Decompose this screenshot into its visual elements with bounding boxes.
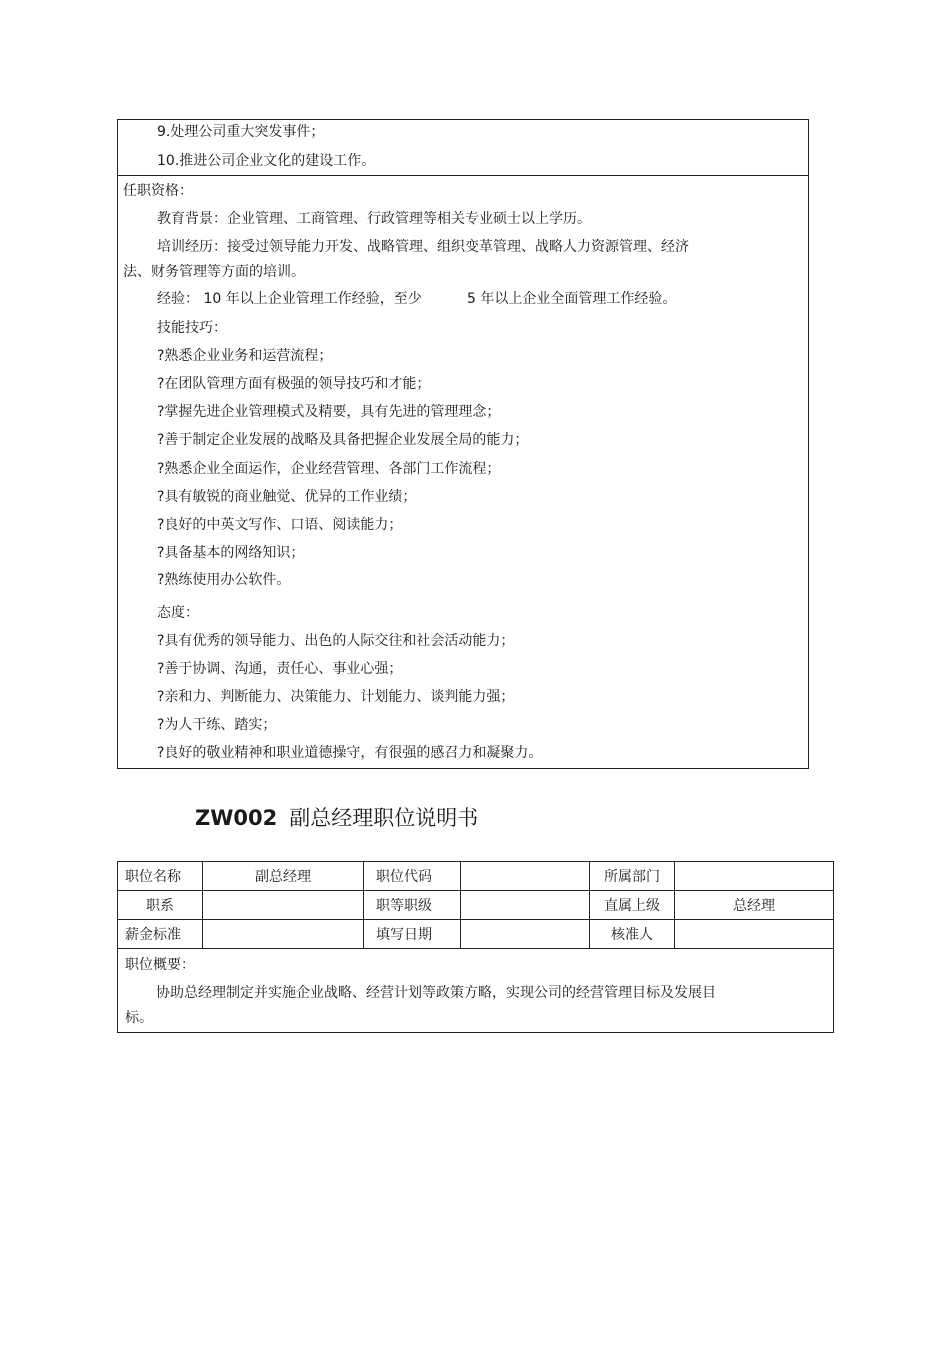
- summary-text: 协助总经理制定并实施企业战略、经营计划等政策方略，实现公司的经营管理目标及发展目: [156, 985, 716, 1001]
- value-position-code: [461, 862, 590, 891]
- attitude-item: ?为人干练、踏实；: [157, 717, 277, 733]
- label-supervisor: 直属上级: [590, 891, 675, 920]
- value-grade: [461, 891, 590, 920]
- skill-item: ?掌握先进企业管理模式及精要，具有先进的管理理念；: [157, 404, 501, 420]
- label-position-code: 职位代码: [364, 862, 461, 891]
- skill-item: ?具备基本的网络知识；: [157, 545, 305, 561]
- attitude-heading: 态度：: [157, 605, 199, 621]
- attitude-item: ?良好的敬业精神和职业道德操守，有很强的感召力和凝聚力。: [157, 745, 543, 761]
- training-line-cont: 法、财务管理等方面的培训。: [123, 264, 305, 280]
- skills-heading: 技能技巧：: [157, 320, 227, 336]
- label-salary: 薪金标准: [118, 920, 203, 949]
- label-department: 所属部门: [590, 862, 675, 891]
- summary-text-cont: 标。: [125, 1010, 153, 1026]
- duty-item: 9.处理公司重大突发事件；: [157, 124, 325, 140]
- position-summary-cell: [118, 949, 834, 1033]
- document-code: ZW002: [195, 806, 278, 830]
- value-salary: [203, 920, 364, 949]
- skill-item: ?熟悉企业业务和运营流程；: [157, 348, 333, 364]
- table-row: [118, 920, 834, 949]
- value-position-name: 副总经理: [203, 862, 364, 891]
- value-fill-date: [461, 920, 590, 949]
- value-job-family: [203, 891, 364, 920]
- position-info-table: [117, 861, 834, 1033]
- summary-heading: 职位概要：: [125, 957, 195, 973]
- document-title-text: 副总经理职位说明书: [289, 806, 479, 830]
- duty-item: 10.推进公司企业文化的建设工作。: [157, 153, 376, 169]
- skill-item: ?善于制定企业发展的战略及具备把握企业发展全局的能力；: [157, 432, 529, 448]
- education-line: 教育背景：企业管理、工商管理、行政管理等相关专业硕士以上学历。: [157, 211, 591, 227]
- experience-line-a: 经验： 10 年以上企业管理工作经验，至少: [157, 291, 422, 307]
- table-row: [118, 862, 834, 891]
- section-divider: [117, 175, 809, 176]
- table-row: [118, 949, 834, 1033]
- value-supervisor: 总经理: [675, 891, 834, 920]
- experience-line-b: 5 年以上企业全面管理工作经验。: [467, 291, 677, 307]
- label-position-name: 职位名称: [118, 862, 203, 891]
- skill-item: ?熟悉企业全面运作，企业经营管理、各部门工作流程；: [157, 461, 501, 477]
- document-title: [195, 803, 478, 833]
- qualifications-heading: 任职资格：: [123, 183, 193, 199]
- skill-item: ?熟练使用办公软件。: [157, 572, 291, 588]
- label-grade: 职等职级: [364, 891, 461, 920]
- table-row: [118, 891, 834, 920]
- label-job-family: 职系: [118, 891, 203, 920]
- attitude-item: ?亲和力、判断能力、决策能力、计划能力、谈判能力强；: [157, 689, 515, 705]
- skill-item: ?具有敏锐的商业触觉、优异的工作业绩；: [157, 489, 417, 505]
- attitude-item: ?善于协调、沟通，责任心、事业心强；: [157, 661, 403, 677]
- skill-item: ?在团队管理方面有极强的领导技巧和才能；: [157, 376, 431, 392]
- attitude-item: ?具有优秀的领导能力、出色的人际交往和社会活动能力；: [157, 633, 515, 649]
- training-line: 培训经历：接受过领导能力开发、战略管理、组织变革管理、战略人力资源管理、经济: [157, 239, 689, 255]
- label-approver: 核准人: [590, 920, 675, 949]
- value-department: [675, 862, 834, 891]
- label-fill-date: 填写日期: [364, 920, 461, 949]
- skill-item: ?良好的中英文写作、口语、阅读能力；: [157, 517, 403, 533]
- value-approver: [675, 920, 834, 949]
